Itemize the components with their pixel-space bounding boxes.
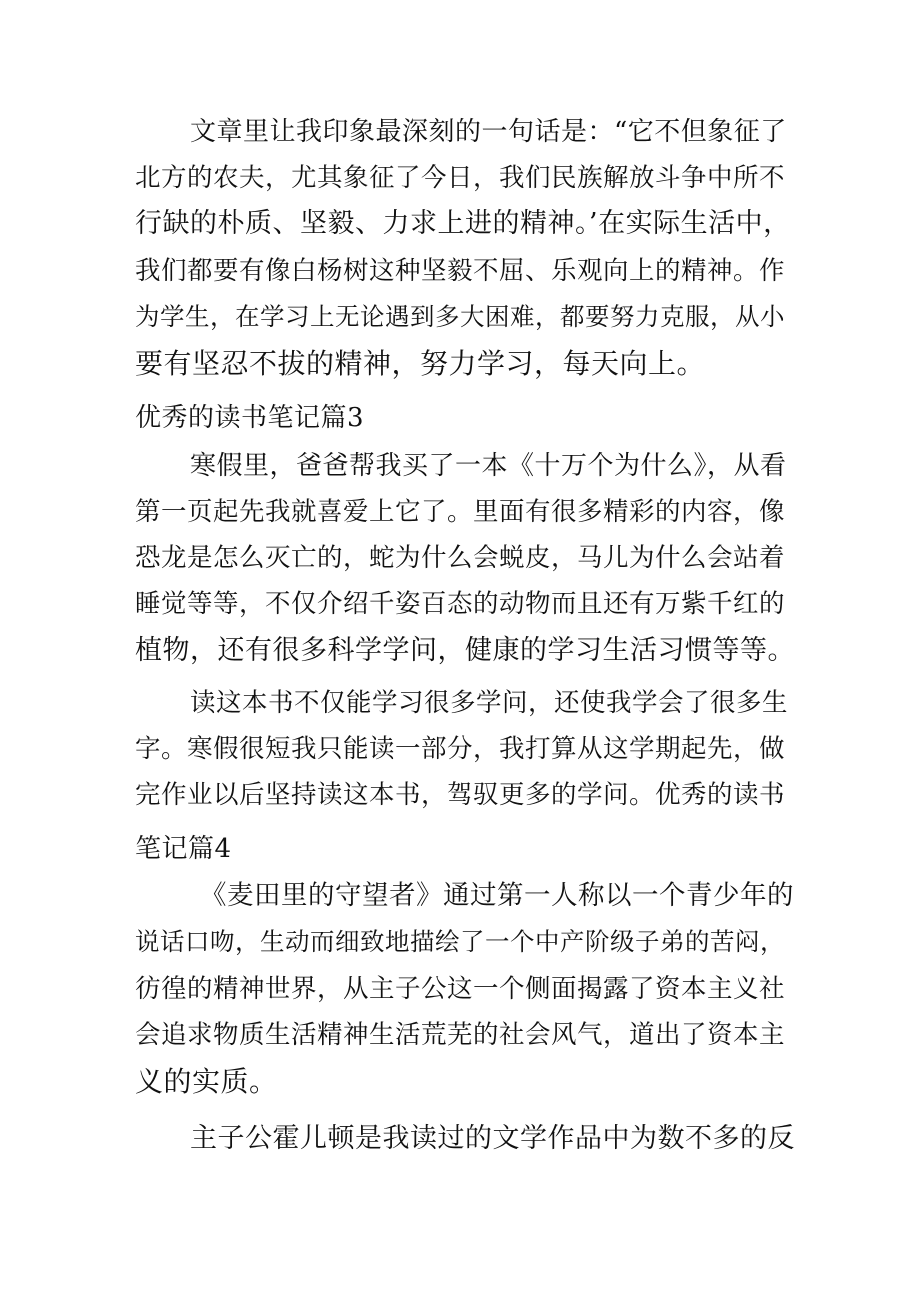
paragraph-line: 完作业以后坚持读这本书，驾驭更多的学问。优秀的读书: [135, 780, 786, 810]
paragraph-line: 文章里让我印象最深刻的一句话是：“它不但象征了: [190, 117, 787, 147]
paragraph-line: 会追求物质生活精神生活荒芜的社会风气，道出了资本主: [135, 1020, 786, 1050]
paragraph-line: 第一页起先我就喜爱上它了。里面有很多精彩的内容，像: [135, 497, 786, 527]
paragraph-line: 字。寒假很短我只能读一部分，我打算从这学期起先，做: [135, 734, 786, 764]
paragraph-line: 行缺的朴质、坚毅、力求上进的精神。’在实际生活中，: [135, 208, 791, 239]
paragraph-line: 睡觉等等，不仅介绍千姿百态的动物而且还有万紫千红的: [135, 589, 786, 619]
paragraph-line: 为学生，在学习上无论遇到多大困难，都要努力克服，从小: [135, 302, 785, 331]
paragraph-line: 《麦田里的守望者》通过第一人称以一个青少年的: [200, 880, 794, 911]
section-heading: 优秀的读书笔记篇3: [135, 403, 365, 433]
paragraph-line: 说话口吻，生动而细致地描绘了一个中产阶级子弟的苦闷，: [135, 927, 785, 956]
paragraph-line: 植物，还有很多科学学问，健康的学习生活习惯等等。: [135, 635, 795, 666]
paragraph-line: 寒假里，爸爸帮我买了一本《十万个为什么》，从看: [190, 451, 787, 481]
section-heading: 笔记篇4: [135, 834, 232, 864]
paragraph-line: 我们都要有像白杨树这种坚毅不屈、乐观向上的精神。作: [135, 256, 786, 286]
paragraph-line: 要有坚忍不拔的精神，努力学习，每天向上。: [135, 347, 706, 380]
paragraph-line: 彷徨的精神世界，从主子公这一个侧面揭露了资本主义社: [135, 974, 786, 1004]
paragraph-line: 恐龙是怎么灭亡的，蛇为什么会蜕皮，马儿为什么会站着: [135, 543, 786, 573]
paragraph-line: 北方的农夫，尤其象征了今日，我们民族解放斗争中所不: [135, 163, 786, 193]
paragraph-line: 主子公霍儿顿是我读过的文学作品中为数不多的反: [190, 1123, 795, 1154]
paragraph-line: 读这本书不仅能学习很多学问，还使我学会了很多生: [190, 688, 789, 718]
paragraph-line: 义的实质。: [135, 1065, 278, 1098]
